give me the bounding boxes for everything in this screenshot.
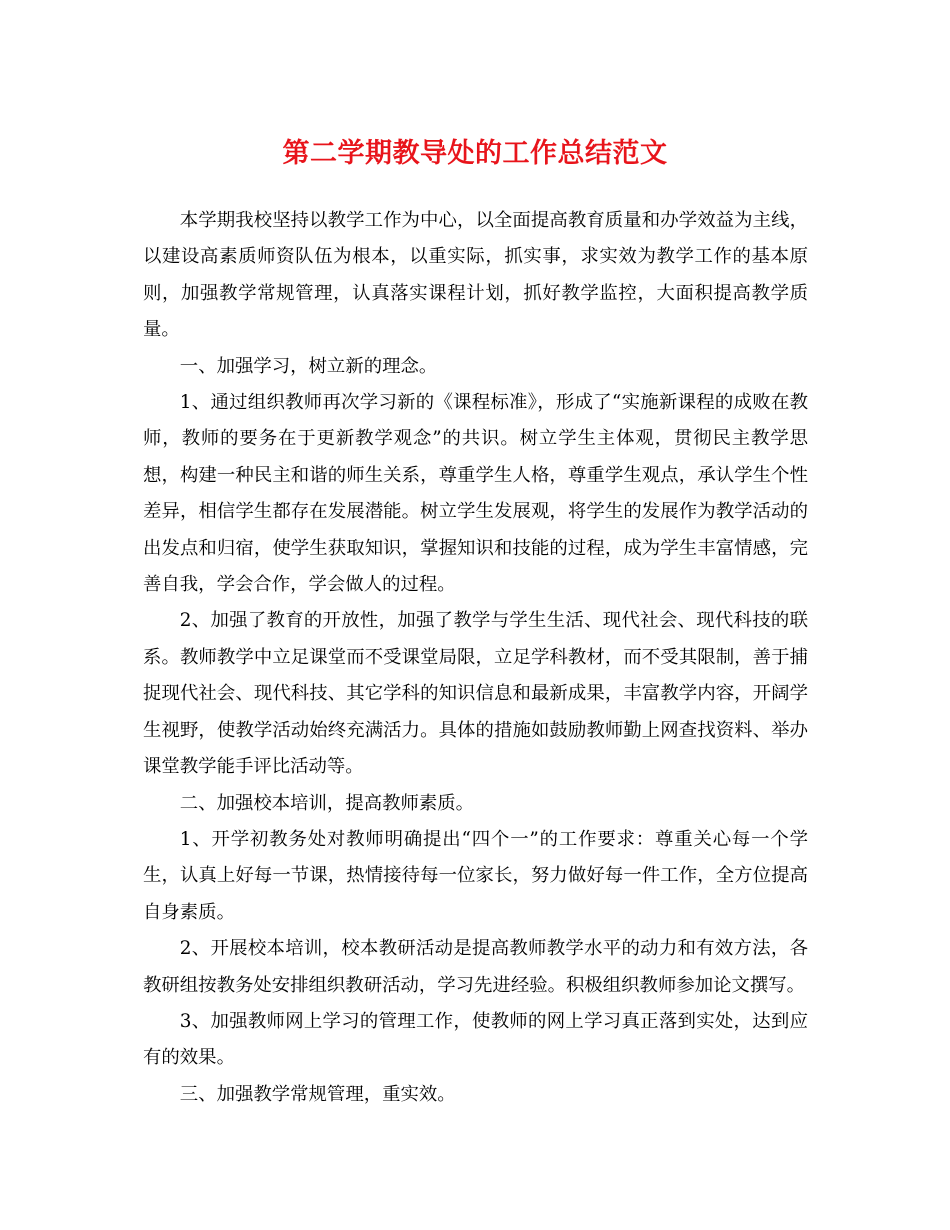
document-body: [143, 203, 808, 1113]
paragraph-1-2: 2、加强了教育的开放性，加强了教学与学生生活、现代社会、现代科技的联系。教师教学中立足课堂而不受课堂局限，立足学科教材，而不受其限制，善于捕捉现代社会、现代科技、其它学科的知识信息和最新成果，丰富教学内容，开阔学生视野，使教学活动始终充满活力。具体的措施如鼓励教师勤上网查找资料、举办课堂教学能手评比活动等。: [143, 610, 808, 778]
paragraph-intro: 本学期我校坚持以教学工作为中心，以全面提高教育质量和办学效益为主线，以建设高素质师资队伍为根本，以重实际，抓实事，求实效为教学工作的基本原则，加强教学常规管理，认真落实课程计划，抓好教学监控，大面积提高教学质量。: [143, 210, 808, 341]
document-title: 第二学期教导处的工作总结范文: [282, 138, 668, 169]
paragraph-2-2: 2、开展校本培训，校本教研活动是提高教师教学水平的动力和有效方法，各教研组按教务处安排组织教研活动，学习先进经验。积极组织教师参加论文撰写。: [143, 938, 808, 996]
paragraph-2-1: 1、开学初教务处对教师明确提出“四个一”的工作要求：尊重关心每一个学生，认真上好每一节课，热情接待每一位家长，努力做好每一件工作，全方位提高自身素质。: [143, 828, 808, 923]
section-heading-2: 二、加强校本培训，提高教师素质。: [179, 792, 475, 814]
paragraph-2-3: 3、加强教师网上学习的管理工作，使教师的网上学习真正落到实处，达到应有的效果。: [143, 1010, 808, 1069]
section-heading-3: 三、加强教学常规管理，重实效。: [179, 1083, 456, 1105]
section-heading-1: 一、加强学习，树立新的理念。: [179, 355, 438, 377]
paragraph-1-1: 1、通过组织教师再次学习新的《课程标准》，形成了“实施新课程的成败在教师，教师的要务在于更新教学观念”的共识。树立学生主体观，贯彻民主教学思想，构建一种民主和谐的师生关系，尊重学生人格，尊重学生观点，承认学生个性差异，相信学生都存在发展潜能。树立学生发展观，将学生的发展作为教学活动的出发点和归宿，使学生获取知识，掌握知识和技能的过程，成为学生丰富情感，完善自我，学会合作，学会做人的过程。: [143, 392, 808, 596]
